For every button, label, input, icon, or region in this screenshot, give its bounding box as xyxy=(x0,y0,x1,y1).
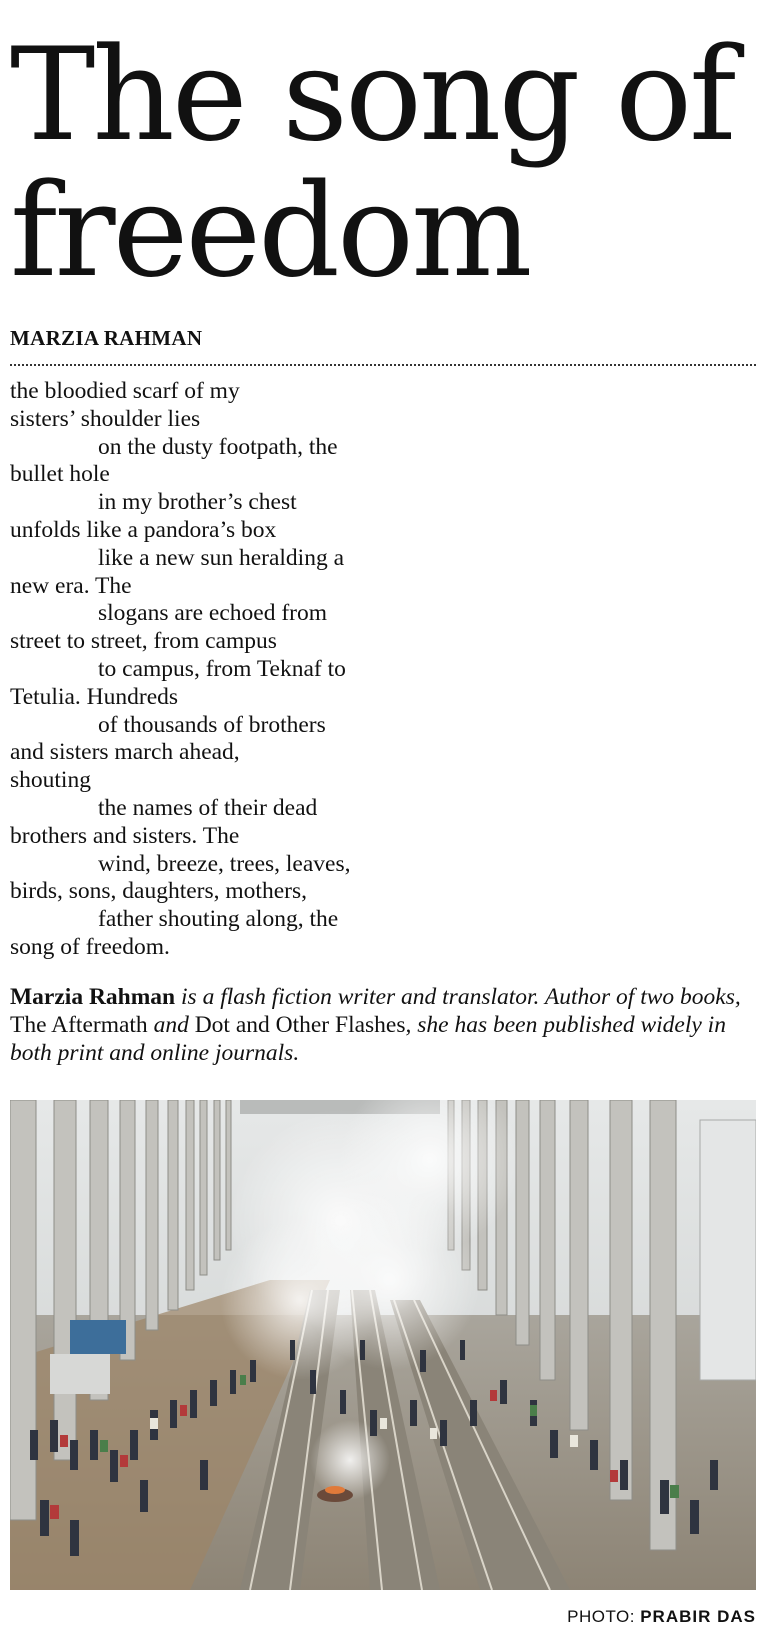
bio-book-title: The Aftermath xyxy=(10,1012,148,1038)
dotted-divider xyxy=(10,364,756,366)
poem-line: the bloodied scarf of my xyxy=(10,378,240,404)
poem-line: brothers and sisters. The xyxy=(10,822,240,849)
poem-line: the names of their dead xyxy=(98,794,318,821)
article-title xyxy=(10,21,750,306)
author-bio xyxy=(10,983,760,1067)
title-line-1: The song of xyxy=(10,21,734,170)
poem-line: like a new sun heralding a xyxy=(98,544,345,571)
poem-line: slogans are echoed from xyxy=(98,600,328,627)
poem-line: wind, breeze, trees, leaves, xyxy=(98,850,351,877)
poem-line: shouting xyxy=(10,767,91,794)
poem-line: to campus, from Teknaf to xyxy=(98,655,346,682)
author-byline: MARZIA RAHMAN xyxy=(10,326,203,350)
poem-line: song of freedom. xyxy=(10,933,170,960)
poem-line: Tetulia. Hundreds xyxy=(10,683,179,710)
poem-line: father shouting along, the xyxy=(98,906,339,933)
bio-text: and xyxy=(147,1012,195,1038)
poem-line: and sisters march ahead, xyxy=(10,739,240,766)
bio-book-title: Dot and Other Flashes xyxy=(194,1012,406,1038)
poem-line: bullet hole xyxy=(10,461,110,488)
title-line-2: freedom xyxy=(10,157,530,306)
poem-line: on the dusty footpath, the xyxy=(98,433,338,460)
poem-line: new era. The xyxy=(10,572,132,599)
bio-author-name: Marzia Rahman xyxy=(10,984,176,1010)
photo-credit-label: PHOTO: xyxy=(567,1607,641,1626)
poem-line: unfolds like a pandora’s box xyxy=(10,516,277,543)
protest-railway-photo xyxy=(10,1100,756,1590)
poem-line: street to street, from campus xyxy=(10,628,277,655)
photo-credit xyxy=(567,1607,756,1627)
poem-body xyxy=(10,378,390,962)
poem-line: birds, sons, daughters, mothers, xyxy=(10,878,307,905)
photo-credit-name: PRABIR DAS xyxy=(640,1607,756,1626)
bio-text: , she has been published widely in both print and online journals. xyxy=(10,1012,726,1066)
poem-line: in my brother’s chest xyxy=(98,489,297,516)
news-photo xyxy=(10,1100,756,1590)
poem-line: sisters’ shoulder lies xyxy=(10,405,201,432)
poem-line: of thousands of brothers xyxy=(98,711,326,738)
bio-text: is a flash fiction writer and translator. Author of two books, xyxy=(175,984,741,1010)
